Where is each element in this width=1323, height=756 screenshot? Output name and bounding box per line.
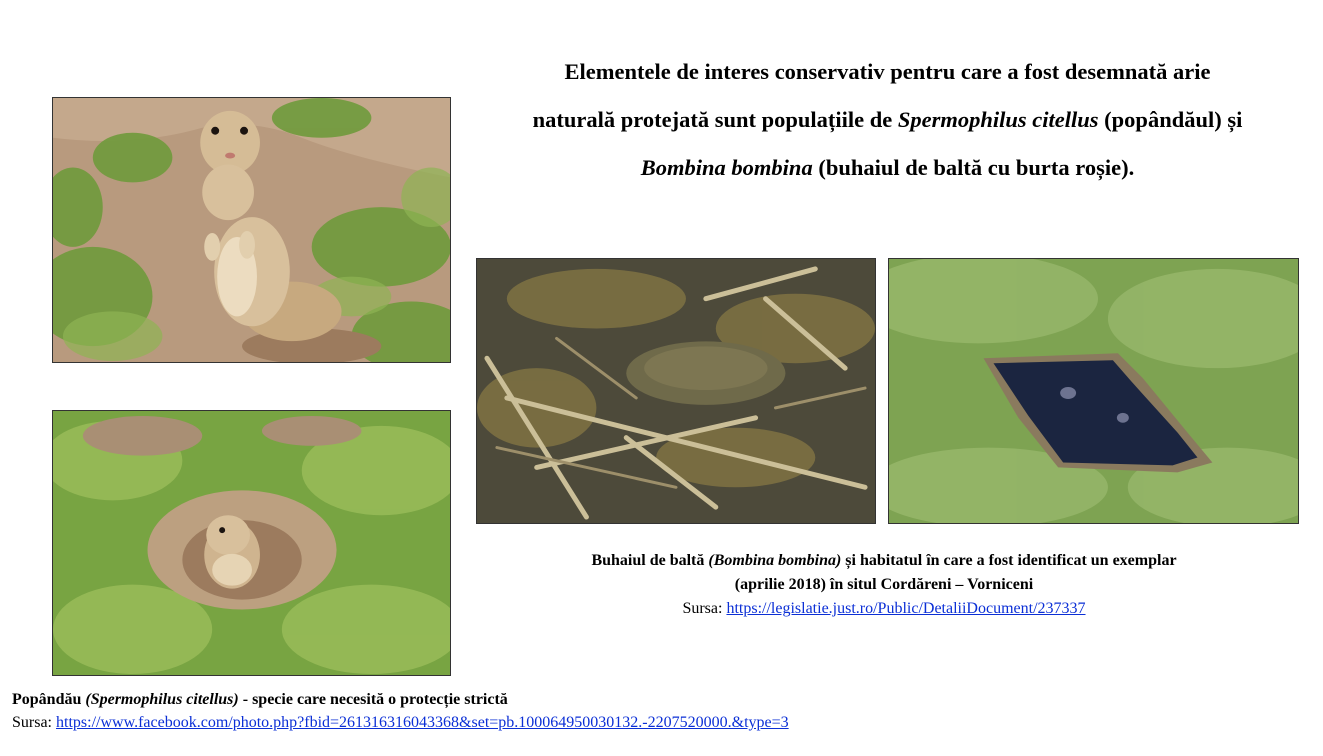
squirrel-caption — [12, 688, 1012, 734]
heading-line-2: naturală protejată sunt populațiile de Spermophilus citellus (popândăul) și — [532, 107, 1243, 132]
squirrel-source-link[interactable]: https://www.facebook.com/photo.php?fbid=261316316043368&set=pb.100064950030132.-2207520000.&type=3 — [56, 714, 789, 731]
toad-source-link[interactable]: https://legislatie.just.ro/Public/DetaliiDocument/237337 — [726, 600, 1086, 617]
toad-caption-line-2: (aprilie 2018) în situl Cordăreni – Vorniceni — [734, 576, 1034, 593]
species-name-spermophilus: Spermophilus citellus — [897, 107, 1099, 132]
squirrel-burrow-photo — [52, 410, 451, 676]
pond-habitat-photo — [888, 258, 1299, 524]
squirrel-caption-line-1: Popândău (Spermophilus citellus) - specie care necesită o protecție strictă — [12, 691, 508, 708]
heading-line-1: Elementele de interes conservativ pentru care a fost desemnată arie — [564, 59, 1211, 84]
squirrel-caption-source: Sursa: https://www.facebook.com/photo.php?fbid=261316316043368&set=pb.100064950030132.-2207520000.&type=3 — [12, 714, 789, 731]
toad-caption-source: Sursa: https://legislatie.just.ro/Public/DetaliiDocument/237337 — [682, 600, 1086, 617]
toad-in-water-photo — [476, 258, 876, 524]
toad-caption-line-1: Buhaiul de baltă (Bombina bombina) și habitatul în care a fost identificat un exemplar — [591, 552, 1177, 569]
toad-caption — [470, 549, 1298, 621]
squirrel-standing-photo — [52, 97, 451, 363]
species-name-bombina: Bombina bombina — [640, 155, 813, 180]
page-heading — [455, 48, 1320, 192]
heading-line-3: Bombina bombina (buhaiul de baltă cu burta roșie). — [640, 155, 1135, 180]
